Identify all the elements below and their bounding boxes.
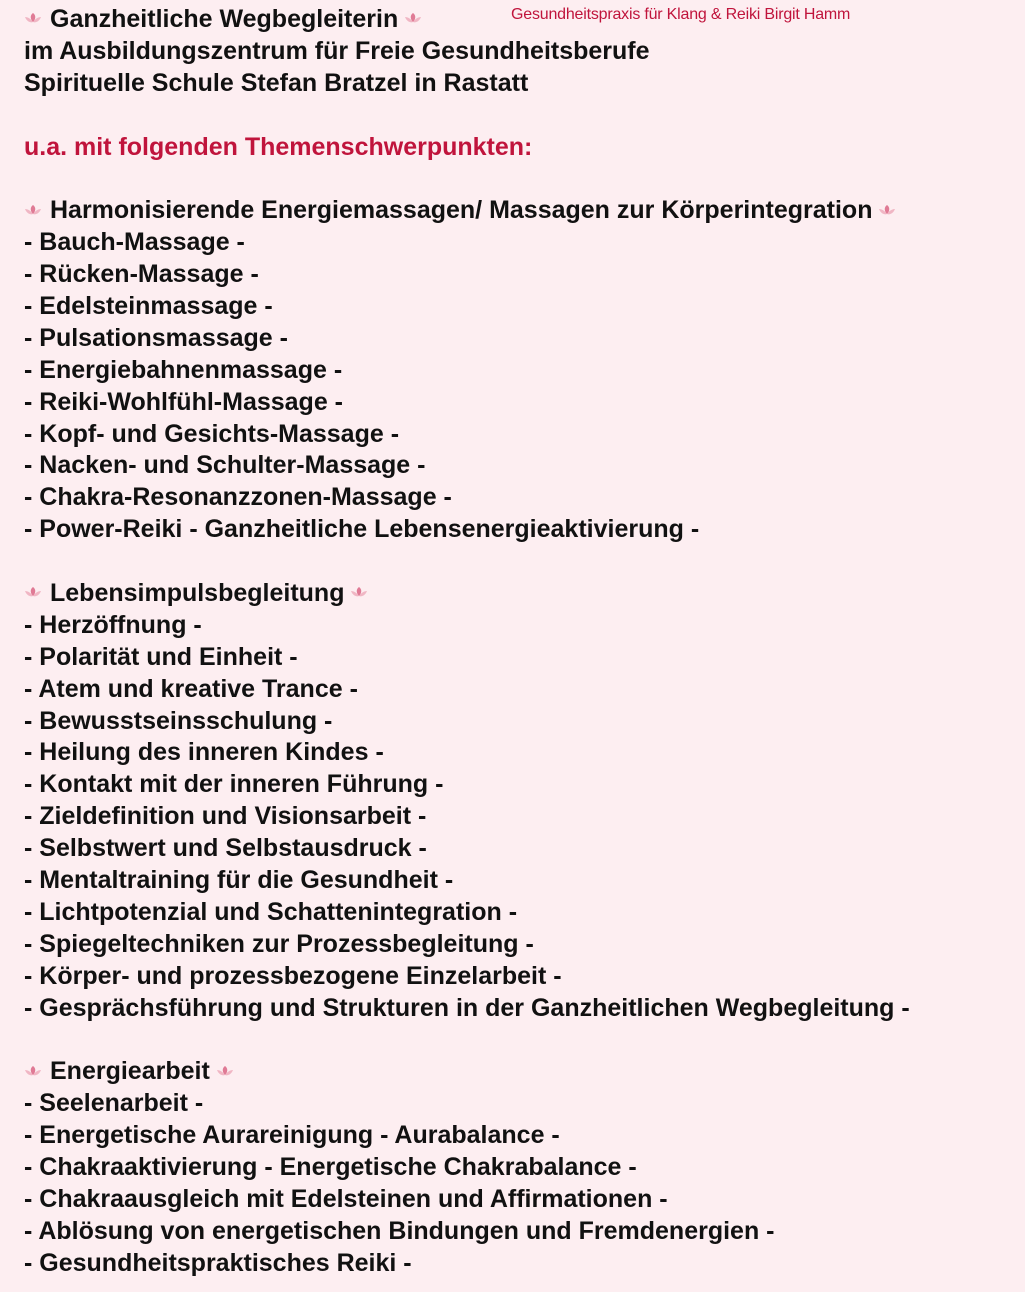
watermark: Gesundheitspraxis für Klang & Reiki Birgit Hamm: [511, 6, 851, 23]
list-item: - Mentaltraining für die Gesundheit -: [24, 866, 454, 895]
list-item: - Körper- und prozessbezogene Einzelarbeit -: [24, 961, 562, 990]
list-item: - Ablösung von energetischen Bindungen und Fremdenergien -: [24, 1216, 775, 1245]
lotus-icon: [24, 12, 42, 24]
spacer: [24, 163, 1015, 195]
list-item: - Lichtpotenzial und Schattenintegration -: [24, 897, 518, 926]
list-item: - Gesundheitspraktisches Reiki -: [24, 1248, 412, 1277]
list-item: - Bauch-Massage -: [24, 228, 245, 257]
lotus-icon: [216, 1065, 234, 1077]
list-item: - Zieldefinition und Visionsarbeit -: [24, 802, 427, 831]
list-item: - Herzöffnung -: [24, 610, 202, 639]
section-title-line: [24, 1056, 1015, 1088]
list-item: - Selbstwert und Selbstausdruck -: [24, 834, 427, 863]
section-title: Energiearbeit: [50, 1057, 210, 1086]
list-item: - Reiki-Wohlfühl-Massage -: [24, 387, 344, 416]
lotus-icon: [24, 1065, 42, 1077]
spacer: [24, 1025, 1015, 1057]
list-item: - Edelsteinmassage -: [24, 292, 273, 321]
list-item: - Spiegeltechniken zur Prozessbegleitung -: [24, 929, 534, 958]
list-item: - Energetische Aurareinigung - Aurabalance -: [24, 1121, 560, 1150]
header-line-2: im Ausbildungszentrum für Freie Gesundheitsberufe: [24, 36, 650, 65]
header-line-3: Spirituelle Schule Stefan Bratzel in Rastatt: [24, 68, 529, 97]
list-item: - Seelenarbeit -: [24, 1089, 204, 1118]
content: [24, 4, 1015, 1280]
lotus-icon: [404, 12, 422, 24]
section-title-line: [24, 195, 1015, 227]
intro-heading: u.a. mit folgenden Themenschwerpunkten:: [24, 132, 533, 161]
list-item: - Pulsationsmassage -: [24, 323, 288, 352]
lotus-icon: [878, 204, 896, 216]
list-item: - Atem und kreative Trance -: [24, 674, 358, 703]
header-title: Ganzheitliche Wegbegleiterin: [50, 5, 399, 33]
list-item: - Bewusstseinsschulung -: [24, 706, 333, 735]
section-title: Harmonisierende Energiemassagen/ Massagen zur Körperintegration: [50, 196, 873, 225]
section-title-line: [24, 578, 1015, 610]
list-item: - Chakraaktivierung - Energetische Chakrabalance -: [24, 1153, 637, 1182]
spacer: [24, 546, 1015, 578]
list-item: - Gesprächsführung und Strukturen in der Ganzheitlichen Wegbegleitung -: [24, 993, 910, 1022]
list-item: - Power-Reiki - Ganzheitliche Lebensenergieaktivierung -: [24, 515, 700, 544]
section-title: Lebensimpulsbegleitung: [50, 579, 345, 608]
list-item: - Polarität und Einheit -: [24, 642, 298, 671]
list-item: - Nacken- und Schulter-Massage -: [24, 451, 426, 480]
lotus-icon: [350, 586, 368, 598]
spacer: [24, 100, 1015, 132]
lotus-icon: [24, 586, 42, 598]
list-item: - Energiebahnenmassage -: [24, 355, 343, 384]
list-item: - Chakraausgleich mit Edelsteinen und Affirmationen -: [24, 1184, 668, 1213]
list-item: - Heilung des inneren Kindes -: [24, 738, 384, 767]
list-item: - Kontakt mit der inneren Führung -: [24, 770, 444, 799]
list-item: - Rücken-Massage -: [24, 260, 259, 289]
list-item: - Kopf- und Gesichts-Massage -: [24, 419, 400, 448]
lotus-icon: [24, 204, 42, 216]
header-title-line: [24, 4, 1015, 36]
list-item: - Chakra-Resonanzzonen-Massage -: [24, 483, 452, 512]
